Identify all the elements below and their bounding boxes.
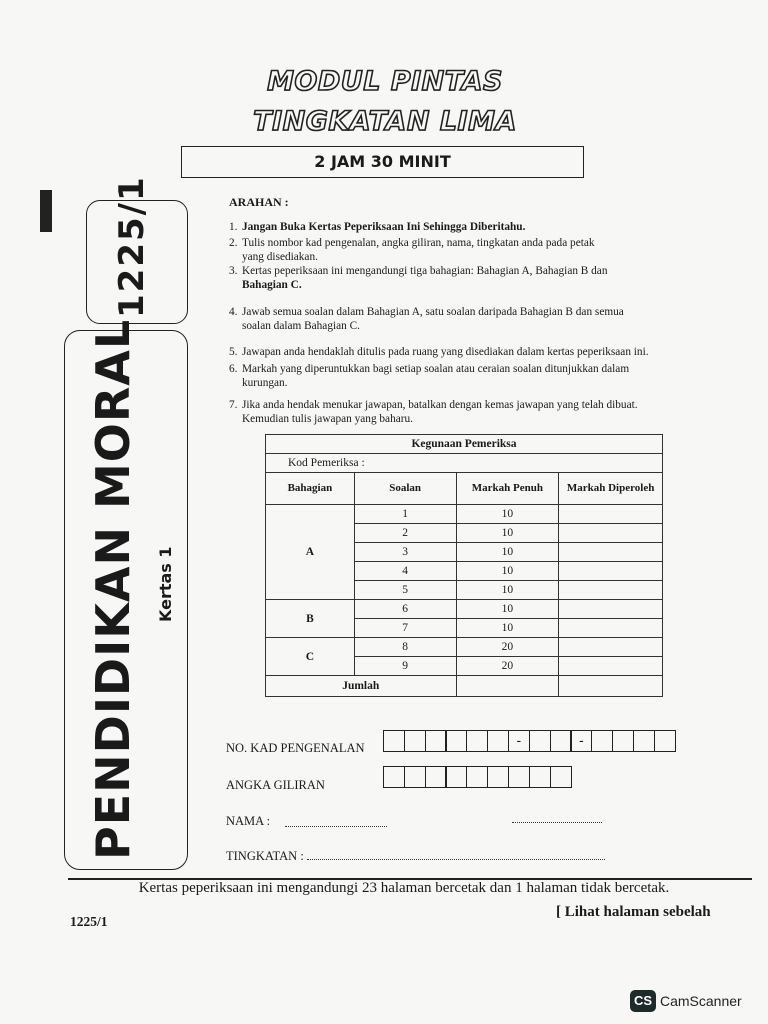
section-c: C (266, 638, 355, 676)
ic-digit-box[interactable] (633, 730, 655, 752)
ic-dash-box: - (508, 730, 530, 752)
col-header-markah-penuh: Markah Penuh (456, 473, 559, 505)
score-cell[interactable] (559, 600, 663, 619)
total-label: Jumlah (266, 676, 457, 697)
candidate-number-label: ANGKA GILIRAN (226, 778, 325, 792)
section-b: B (266, 600, 355, 638)
table-row: A 1 10 (266, 505, 663, 524)
page-count-note: Kertas peperiksaan ini mengandungi 23 halaman bercetak dan 1 halaman tidak bercetak. (138, 880, 670, 896)
camscanner-logo-icon: CS (630, 990, 656, 1012)
ic-digit-box[interactable] (425, 730, 447, 752)
col-header-bahagian: Bahagian (266, 473, 355, 505)
table-row: 9 20 (266, 657, 663, 676)
candidate-digit-box[interactable] (487, 766, 509, 788)
table-row: B 6 10 (266, 600, 663, 619)
examiner-table (265, 434, 663, 697)
form-level-field[interactable] (307, 859, 605, 860)
candidate-digit-box[interactable] (445, 766, 467, 788)
ic-digit-box[interactable] (654, 730, 676, 752)
total-score-cell[interactable] (559, 676, 663, 697)
form-level-label: TINGKATAN : (226, 849, 304, 863)
table-row: 4 10 (266, 562, 663, 581)
table-row: 3 10 (266, 543, 663, 562)
camscanner-label: CamScanner (660, 993, 742, 1009)
ic-number-label: NO. KAD PENGENALAN (226, 741, 365, 755)
table-caption: Kegunaan Pemeriksa (266, 435, 663, 454)
name-field[interactable] (285, 826, 387, 827)
instruction-item: 2. Tulis nombor kad pengenalan, angka giliran, nama, tingkatan anda pada petak yang disediakan. (229, 237, 595, 263)
table-row: 7 10 (266, 619, 663, 638)
ic-digit-box[interactable] (404, 730, 426, 752)
paper-code-vertical: 1225/1 (112, 175, 152, 318)
score-cell[interactable] (559, 505, 663, 524)
instruction-item: 5. Jawapan anda hendaklah ditulis pada ruang yang disediakan dalam kertas peperiksaan ini. (229, 346, 649, 358)
table-row: 5 10 (266, 581, 663, 600)
candidate-digit-box[interactable] (466, 766, 488, 788)
table-row: 2 10 (266, 524, 663, 543)
col-header-markah-diperoleh: Markah Diperoleh (559, 473, 663, 505)
name-label: NAMA : (226, 814, 271, 828)
paper-number-vertical: Kertas 1 (156, 546, 175, 622)
score-cell[interactable] (559, 619, 663, 638)
ic-dash-box: - (570, 730, 592, 752)
instruction-item: 3. Kertas peperiksaan ini mengandungi tiga bahagian: Bahagian A, Bahagian B dan Bahagian C. (229, 265, 608, 291)
ic-digit-box[interactable] (591, 730, 613, 752)
score-cell[interactable] (559, 524, 663, 543)
instruction-item: 6. Markah yang diperuntukkan bagi setiap soalan atau ceraian soalan ditunjukkan dalam kurungan. (229, 363, 630, 389)
instructions-heading: ARAHAN : (229, 195, 289, 209)
table-row: C 8 20 (266, 638, 663, 657)
camscanner-watermark (630, 990, 742, 1012)
ic-digit-box[interactable] (383, 730, 405, 752)
ic-digit-box[interactable] (529, 730, 551, 752)
subject-vertical: PENDIDIKAN MORAL (86, 318, 140, 860)
score-cell[interactable] (559, 638, 663, 657)
instruction-item: 4. Jawab semua soalan dalam Bahagian A, satu soalan daripada Bahagian B dan semua soalan dalam Bahagian C. (229, 306, 624, 332)
candidate-digit-box[interactable] (383, 766, 405, 788)
footer-paper-code: 1225/1 (70, 914, 108, 929)
section-a: A (266, 505, 355, 600)
name-field-continued[interactable] (512, 822, 602, 823)
ic-digit-box[interactable] (550, 730, 572, 752)
instruction-item: 1. Jangan Buka Kertas Peperiksaan Ini Sehingga Diberitahu. (229, 221, 526, 233)
candidate-number-boxes[interactable] (383, 766, 570, 788)
instruction-item: 7. Jika anda hendak menukar jawapan, batalkan dengan kemas jawapan yang telah dibuat. Kemudian tulis jawapan yang baharu. (229, 399, 638, 425)
next-page-note: [ Lihat halaman sebelah (556, 904, 711, 920)
score-cell[interactable] (559, 562, 663, 581)
module-title: MODUL PINTAS (267, 66, 503, 97)
score-cell[interactable] (559, 543, 663, 562)
col-header-soalan: Soalan (354, 473, 456, 505)
score-cell[interactable] (559, 581, 663, 600)
form-level-title: TINGKATAN LIMA (253, 106, 517, 137)
candidate-digit-box[interactable] (425, 766, 447, 788)
candidate-digit-box[interactable] (550, 766, 572, 788)
ic-digit-box[interactable] (466, 730, 488, 752)
examiner-code-label: Kod Pemeriksa : (266, 454, 663, 473)
ic-digit-box[interactable] (487, 730, 509, 752)
side-mark (40, 190, 52, 232)
duration-box: 2 JAM 30 MINIT (181, 146, 584, 178)
ic-digit-box[interactable] (445, 730, 467, 752)
score-cell[interactable] (559, 657, 663, 676)
total-row (266, 676, 663, 697)
candidate-digit-box[interactable] (404, 766, 426, 788)
candidate-digit-box[interactable] (508, 766, 530, 788)
candidate-digit-box[interactable] (529, 766, 551, 788)
ic-digit-box[interactable] (612, 730, 634, 752)
ic-number-boxes[interactable] (383, 730, 674, 752)
